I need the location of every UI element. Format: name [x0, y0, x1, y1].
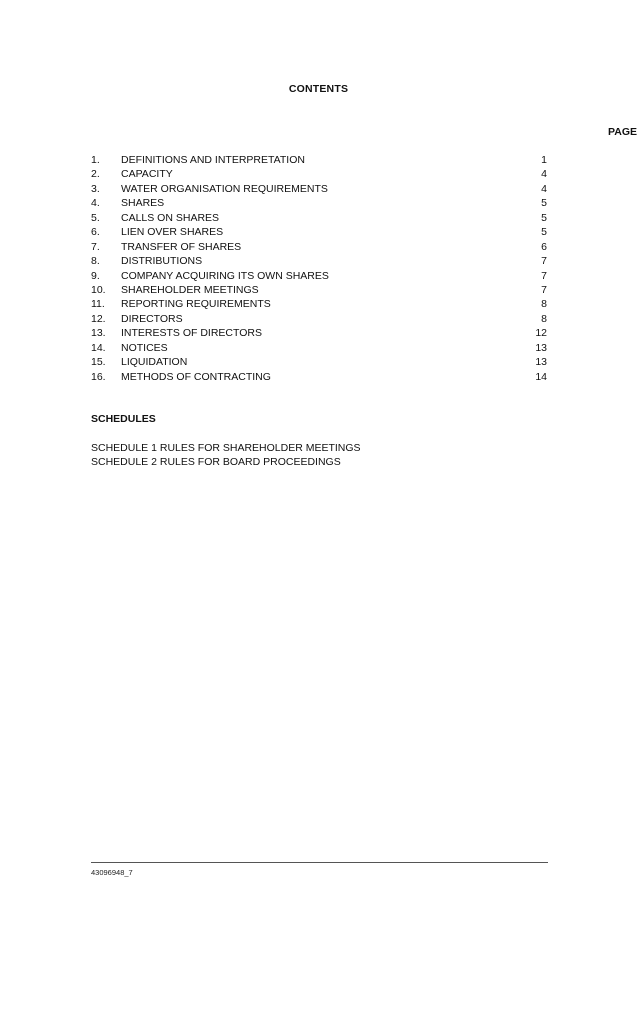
clause-title: SHARES: [121, 197, 165, 210]
schedules-header: SCHEDULES: [91, 413, 156, 425]
schedule-entry: SCHEDULE 2 RULES FOR BOARD PROCEEDINGS: [91, 456, 341, 469]
clause-page-number: 1: [541, 154, 547, 166]
toc-entry: [91, 182, 547, 196]
toc-entry: [91, 153, 547, 167]
clause-title: CALLS ON SHARES: [121, 211, 220, 224]
clause-page-number: 5: [541, 226, 547, 239]
toc-entry: [91, 211, 547, 225]
clause-title: LIEN OVER SHARES: [121, 226, 224, 239]
toc-entry: [91, 355, 547, 369]
clause-title: METHODS OF CONTRACTING: [121, 370, 271, 383]
toc-entry: [91, 167, 547, 181]
toc-entry: [91, 240, 547, 254]
clause-title: COMPANY ACQUIRING ITS OWN SHARES: [121, 269, 329, 282]
clause-page-number: 13: [535, 356, 547, 369]
clause-number: 15.: [91, 356, 106, 369]
toc-entry: [91, 269, 547, 283]
clause-number: 13.: [91, 327, 106, 340]
clause-number: 5.: [91, 211, 100, 224]
clause-number: 7.: [91, 240, 100, 253]
toc-entry: [91, 283, 547, 297]
clause-page-number: 13: [535, 341, 547, 354]
clause-title: SHAREHOLDER MEETINGS: [121, 283, 259, 296]
page-column-header: PAGE: [0, 126, 637, 1028]
clause-number: 4.: [91, 197, 100, 210]
clause-number: 3.: [91, 182, 100, 195]
toc-entry: [91, 254, 547, 268]
toc-entry: [91, 312, 547, 326]
clause-page-number: 8: [541, 298, 547, 311]
schedules-list: [91, 441, 361, 470]
clause-page-number: 6: [541, 240, 547, 253]
page-title: CONTENTS: [288, 83, 349, 95]
schedule-entry: SCHEDULE 1 RULES FOR SHAREHOLDER MEETINGS: [91, 442, 361, 454]
clause-number: 14.: [91, 341, 106, 354]
clause-page-number: 7: [541, 269, 547, 282]
toc-entry: [91, 326, 547, 340]
clause-title: REPORTING REQUIREMENTS: [121, 298, 271, 311]
toc-entry: [91, 225, 547, 239]
clause-title: LIQUIDATION: [121, 356, 188, 369]
clause-title: TRANSFER OF SHARES: [121, 240, 242, 253]
clause-number: 9.: [91, 269, 100, 282]
clause-title: WATER ORGANISATION REQUIREMENTS: [121, 182, 328, 195]
toc-entry: [91, 341, 547, 355]
clause-number: 1.: [91, 154, 100, 166]
clause-page-number: 12: [535, 327, 547, 340]
clause-number: 2.: [91, 168, 100, 181]
clause-number: 11.: [91, 298, 105, 311]
clause-title: CAPACITY: [121, 168, 173, 181]
clause-page-number: 5: [541, 197, 547, 210]
clause-number: 12.: [91, 312, 106, 325]
toc-entry: [91, 370, 547, 384]
clause-page-number: 7: [541, 283, 547, 296]
clause-title: INTERESTS OF DIRECTORS: [121, 327, 262, 340]
toc-entry: [91, 196, 547, 210]
clause-title: DIRECTORS: [121, 312, 183, 325]
clause-title: DISTRIBUTIONS: [121, 255, 203, 268]
clause-page-number: 7: [541, 255, 547, 268]
table-of-contents: [91, 153, 547, 384]
footer-divider: [91, 862, 548, 863]
clause-page-number: 4: [541, 182, 547, 195]
document-reference: 43096948_7: [91, 868, 133, 877]
clause-title: NOTICES: [121, 341, 168, 354]
clause-number: 16.: [91, 370, 106, 383]
clause-page-number: 8: [541, 312, 547, 325]
clause-number: 6.: [91, 226, 100, 239]
clause-number: 8.: [91, 255, 100, 268]
clause-title: DEFINITIONS AND INTERPRETATION: [121, 154, 305, 166]
toc-entry: [91, 297, 547, 311]
clause-page-number: 5: [541, 211, 547, 224]
clause-number: 10.: [91, 283, 106, 296]
clause-page-number: 4: [541, 168, 547, 181]
clause-page-number: 14: [535, 370, 547, 383]
